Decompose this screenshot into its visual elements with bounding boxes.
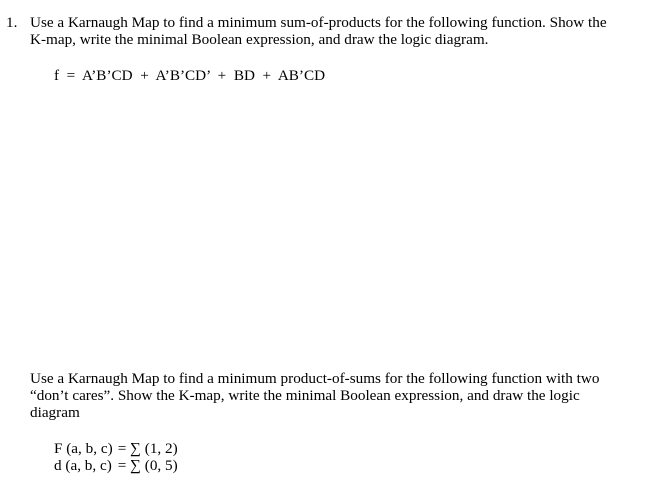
dont-care-rhs: = ∑ (0, 5)	[117, 457, 178, 474]
function-rhs: = ∑ (1, 2)	[117, 440, 178, 457]
problem-number: 1.	[6, 14, 18, 31]
instruction-line: “don’t cares”. Show the K-map, write the minimal Boolean expression, and draw the logic	[30, 387, 580, 404]
instruction-line: diagram	[30, 404, 80, 421]
instruction-line: K-map, write the minimal Boolean expression, and draw the logic diagram.	[30, 31, 489, 48]
boolean-function: f = A’B’CD + A’B’CD’ + BD + AB’CD	[54, 67, 326, 84]
dont-care-function	[54, 457, 178, 474]
problem-1-instructions	[30, 14, 650, 48]
dont-care-lhs: d (a, b, c)	[54, 457, 112, 474]
instruction-line: Use a Karnaugh Map to find a minimum product-of-sums for the following function with two	[30, 370, 600, 387]
minterm-function	[54, 440, 178, 457]
instruction-line: Use a Karnaugh Map to find a minimum sum-of-products for the following function. Show the	[30, 14, 607, 31]
function-lhs: F (a, b, c)	[54, 440, 113, 457]
problem-2-instructions	[30, 370, 650, 421]
